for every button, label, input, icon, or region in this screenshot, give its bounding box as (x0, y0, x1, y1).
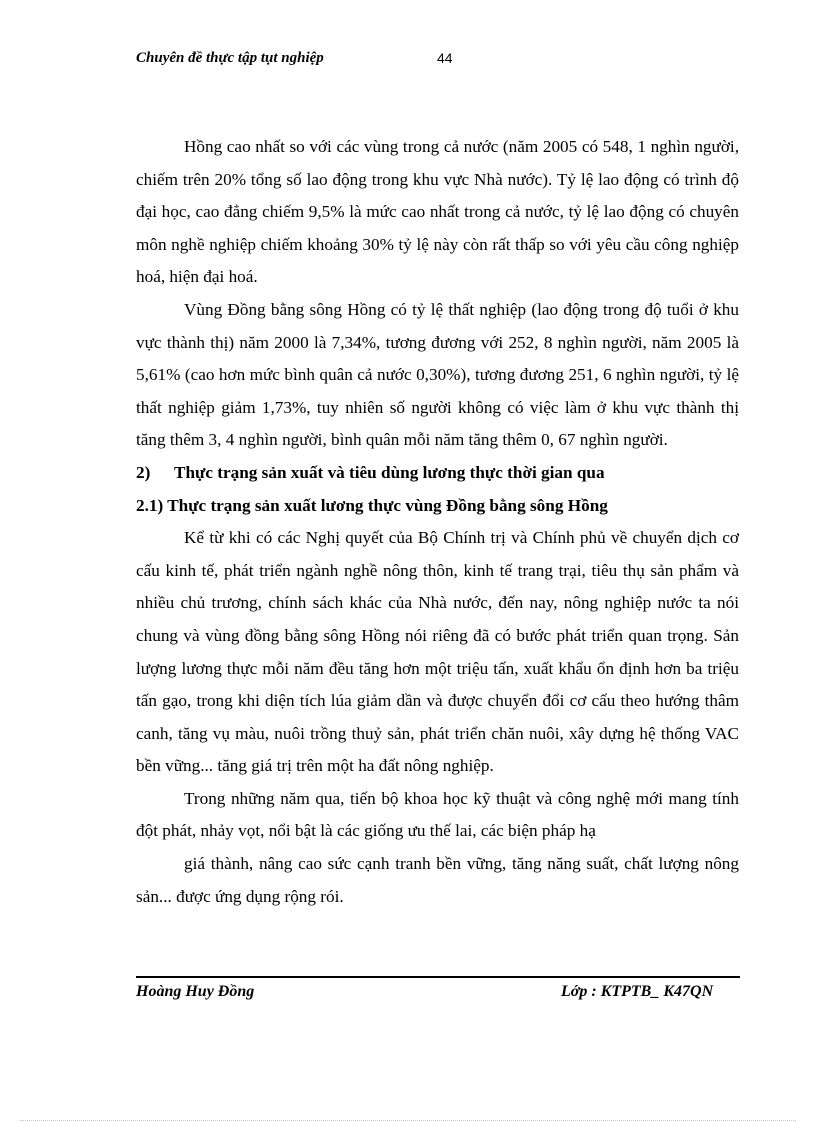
paragraph-1: Hồng cao nhất so với các vùng trong cả nước (năm 2005 có 548, 1 nghìn người, chiếm trên 20% tổng số lao động trong khu vực Nhà nước). Tỷ lệ lao động có trình độ đại học, cao đẳng chiếm 9,5% là mức cao nhất trong cả nước, tỷ lệ lao động có chuyên môn nghề nghiệp chiếm khoảng 30% tỷ lệ này còn rất thấp so với yêu cầu công nghiệp hoá, hiện đại hoá. (136, 137, 739, 287)
footer-divider (136, 976, 740, 978)
section-heading-text: Thực trạng sản xuất và tiêu dùng lương thực thời gian qua (174, 462, 605, 482)
paragraph-4-start: Trong những năm qua, tiến bộ khoa học kỹ thuật và công nghệ mới mang tính đột phát, nhảy vọt, nổi bật là các giống ưu thế lai, các biện pháp hạ (136, 788, 739, 841)
section-number: 2) (136, 462, 151, 482)
footer-class: Lớp : KTPTB_ K47QN (561, 983, 714, 1000)
section-heading-2 (136, 457, 739, 490)
footer-author: Hoàng Huy Đồng (136, 983, 255, 1000)
header-title: Chuyên đề thực tập tụt nghiệp (136, 50, 324, 66)
subsection-heading-2-1: 2.1) Thực trạng sản xuất lương thực vùng Đồng bằng sông Hồng (136, 495, 608, 515)
paragraph-3: Kể từ khi có các Nghị quyết của Bộ Chính trị và Chính phủ về chuyển dịch cơ cấu kinh tế, phát triển ngành nghề nông thôn, kinh tế trang trại, tiêu thụ sản phẩm và nhiều chủ trương, chính sách khác của Nhà nước, đến nay, nông nghiệp nước ta nói chung và vùng đồng bằng sông Hồng nói riêng đã có bước phát triển quan trọng. Sản lượng lương thực mỗi năm đều tăng hơn một triệu tấn, xuất khẩu ổn định hơn ba triệu tấn gạo, trong khi diện tích lúa giảm dần và được chuyển đổi cơ cấu theo hướng thâm canh, tăng vụ màu, nuôi trồng thuỷ sản, phát triển chăn nuôi, xây dựng hệ thống VAC bền vững... tăng giá trị trên một ha đất nông nghiệp. (136, 528, 739, 776)
page-bottom-border (20, 1120, 796, 1121)
document-body (136, 131, 739, 913)
page-number: 44 (437, 50, 453, 66)
paragraph-2: Vùng Đồng bằng sông Hồng có tỷ lệ thất nghiệp (lao động trong độ tuổi ở khu vực thành thị) năm 2000 là 7,34%, tương đương với 252, 8 nghìn người, năm 2005 là 5,61% (cao hơn mức bình quân cả nước 0,30%), tương đương 251, 6 nghìn người, tỷ lệ thất nghiệp giảm 1,73%, tuy nhiên số người không có việc làm ở khu vực thành thị tăng thêm 3, 4 nghìn người, bình quân mỗi năm tăng thêm 0, 67 nghìn người. (136, 299, 739, 450)
paragraph-4-end: giá thành, nâng cao sức cạnh tranh bền vững, tăng năng suất, chất lượng nông sản... được ứng dụng rộng rói. (136, 854, 739, 906)
